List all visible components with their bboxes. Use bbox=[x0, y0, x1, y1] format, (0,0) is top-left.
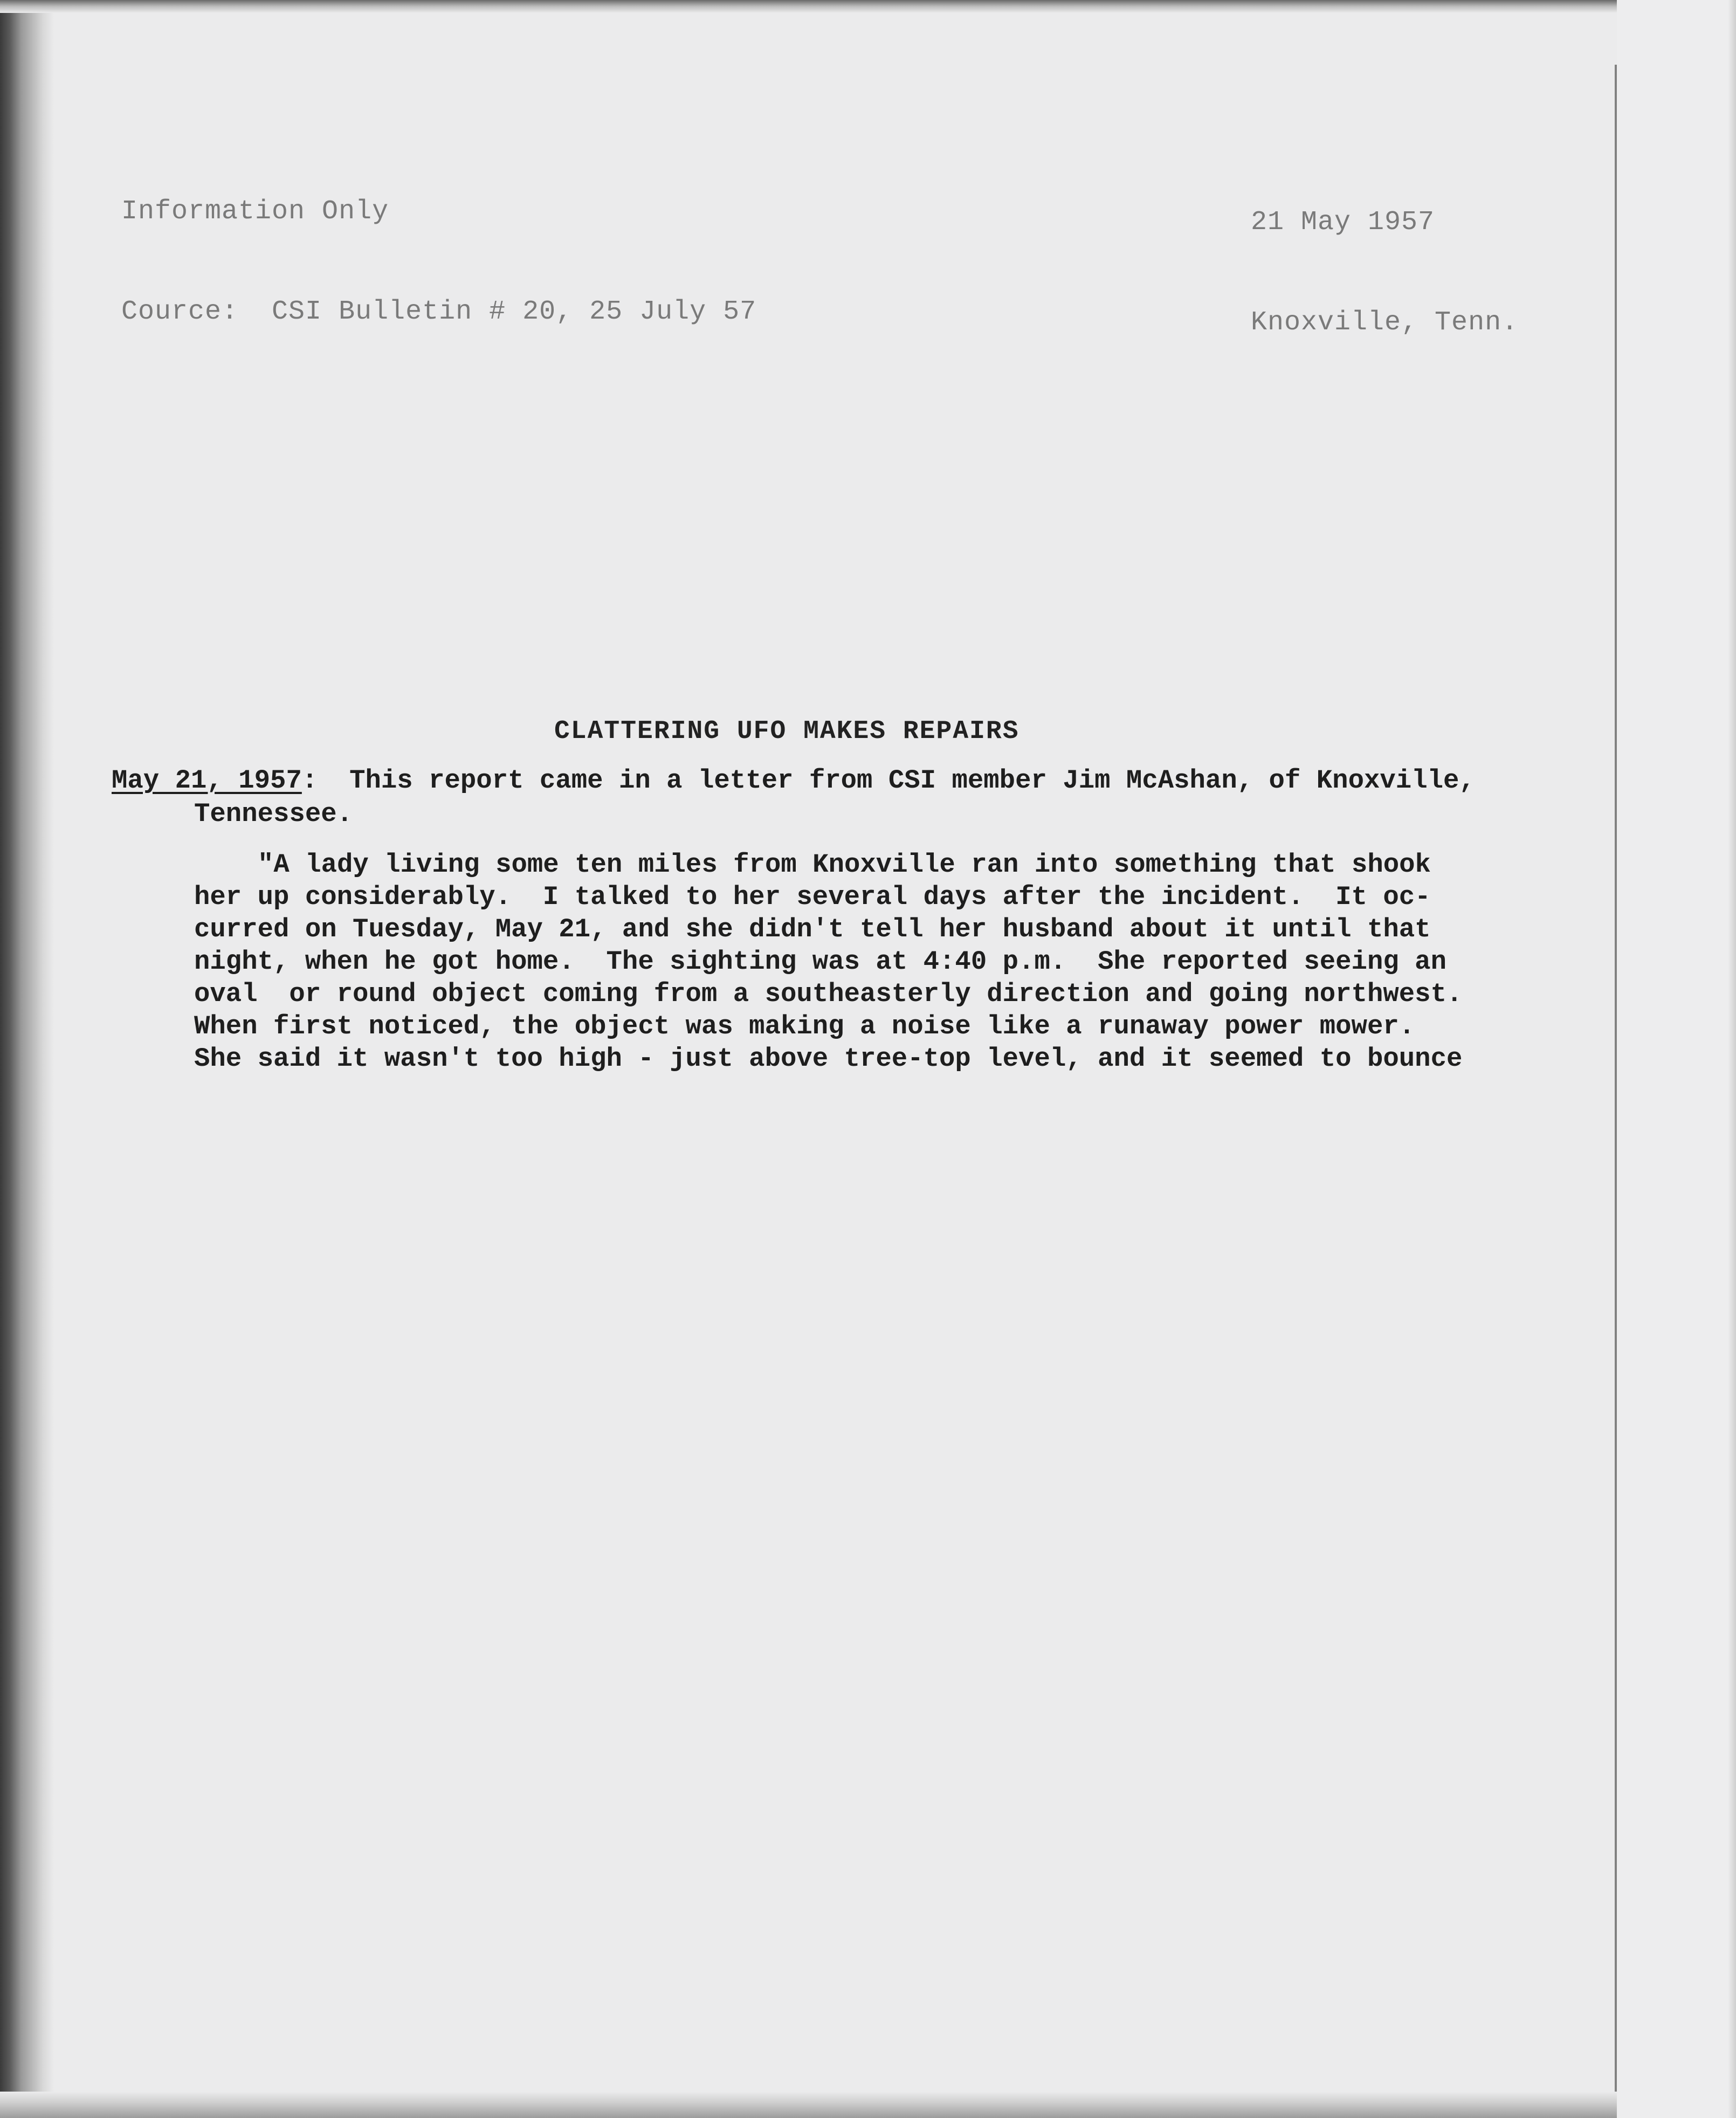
scan-top-edge bbox=[0, 0, 1736, 13]
entry-date: May 21, 1957 bbox=[112, 765, 302, 796]
paragraph-line: her up considerably. I talked to her several days after the incident. It oc- bbox=[194, 882, 1431, 912]
scan-right-margin bbox=[1617, 0, 1736, 2118]
paragraph-line: When first noticed, the object was making a noise like a runaway power mower. bbox=[194, 1011, 1415, 1041]
scan-right-edge bbox=[1728, 0, 1736, 2118]
paragraph-line: oval or round object coming from a southeasterly direction and going northwest. bbox=[194, 979, 1463, 1009]
header-date: 21 May 1957 bbox=[1251, 207, 1435, 238]
entry-text: : This report came in a letter from CSI member Jim McAshan, of Knoxville, bbox=[301, 765, 1475, 796]
date-location-header bbox=[1251, 139, 1518, 373]
document-title: CLATTERING UFO MAKES REPAIRS bbox=[554, 717, 1019, 746]
entry-line bbox=[112, 765, 1475, 796]
source-header bbox=[121, 128, 756, 362]
page-fold-line bbox=[1615, 65, 1617, 2092]
report-paragraph bbox=[194, 848, 1542, 1075]
entry-continuation: Tennessee. bbox=[194, 799, 353, 829]
paragraph-line: curred on Tuesday, May 21, and she didn't tell her husband about it until that bbox=[194, 914, 1431, 944]
paragraph-line: "A lady living some ten miles from Knoxville ran into something that shook bbox=[258, 850, 1431, 880]
scan-left-edge bbox=[0, 0, 54, 2118]
scan-bottom-edge bbox=[0, 2092, 1736, 2118]
header-info-line: Information Only bbox=[121, 196, 389, 227]
header-location: Knoxville, Tenn. bbox=[1251, 307, 1519, 338]
paragraph-line: She said it wasn't too high - just above tree-top level, and it seemed to bounce bbox=[194, 1044, 1463, 1074]
header-source-line: Cource: CSI Bulletin # 20, 25 July 57 bbox=[121, 296, 757, 327]
paragraph-line: night, when he got home. The sighting was at 4:40 p.m. She reported seeing an bbox=[194, 947, 1446, 977]
